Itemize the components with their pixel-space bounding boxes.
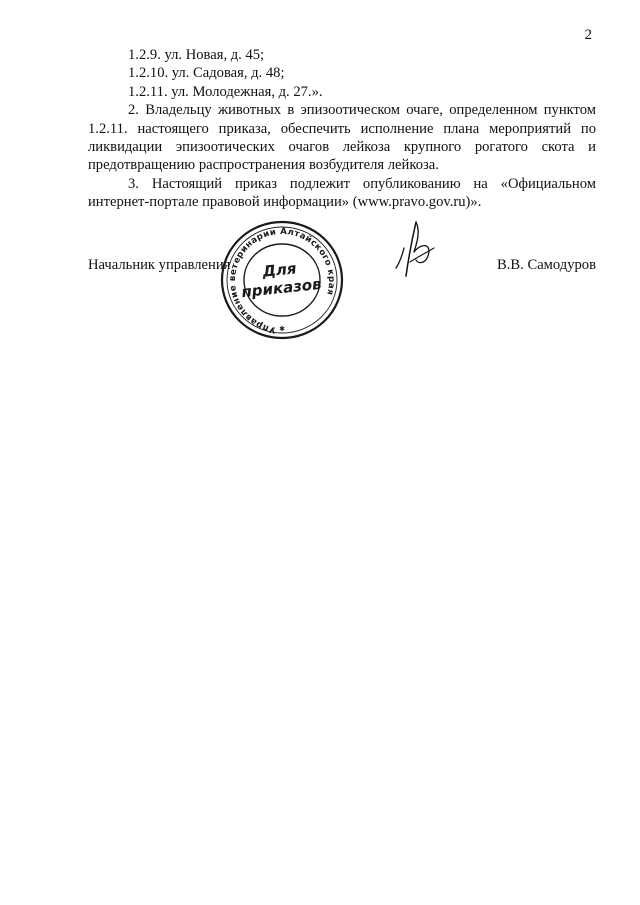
signer-name: В.В. Самодуров <box>497 257 596 273</box>
signer-position: Начальник управления <box>88 257 231 273</box>
paragraph-owner-obligation: 2. Владельцу животных в эпизоотическом очаге, определенном пунктом 1.2.11. настоящего приказа, обеспечить исполнение плана мероприятий по ликвидации эпизоотических очагов лейкоза крупного рогатого скота и предотвращению распространения возбудителя лейкоза. <box>88 102 596 174</box>
list-item: 1.2.10. ул. Садовая, д. 48; <box>128 65 285 82</box>
handwritten-signature-icon <box>390 218 448 278</box>
list-item: 1.2.11. ул. Молодежная, д. 27.». <box>128 83 323 100</box>
list-item: 1.2.9. ул. Новая, д. 45; <box>128 47 265 63</box>
svg-text:✱: ✱ <box>279 325 285 333</box>
stamp-ring-text: Управление ветеринарии Алтайского края <box>227 226 337 335</box>
paragraph-publication: 3. Настоящий приказ подлежит опубликованию на «Официальном интернет-портале правовой информации» (www.pravo.gov.ru)». <box>88 175 596 211</box>
document-body <box>88 46 596 212</box>
official-stamp-icon <box>217 218 347 342</box>
stamp-center-line2: приказов <box>240 274 323 302</box>
stamp-center-line1: Для <box>261 259 298 281</box>
page-number: 2 <box>584 27 592 43</box>
